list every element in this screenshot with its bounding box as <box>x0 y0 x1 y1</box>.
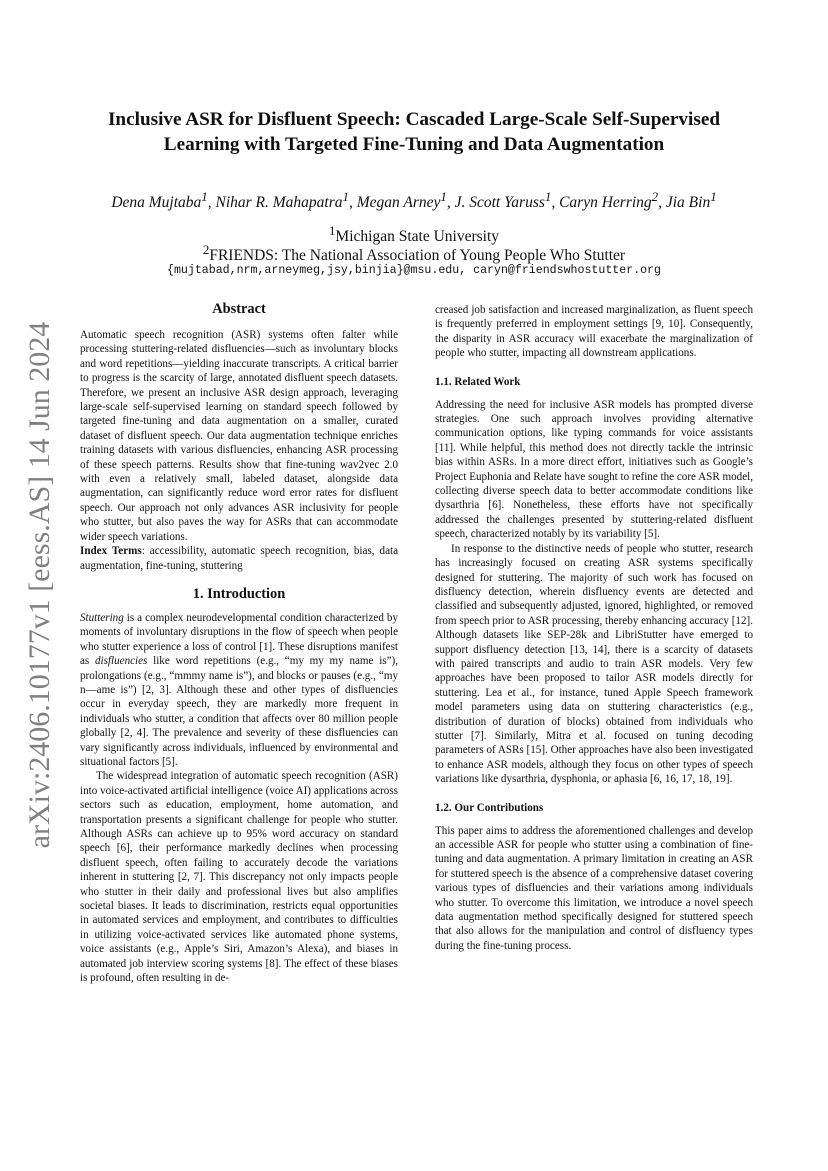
abstract-heading: Abstract <box>212 301 266 317</box>
author: Caryn Herring$^2$, <box>559 189 666 212</box>
index-terms: Index Terms: accessibility, automatic speech recognition, bias, data augmentation, fine-tuning, stuttering <box>80 545 398 572</box>
subsection-heading-related-work: 1.1. Related Work <box>435 375 521 388</box>
affiliation: $^1$Michigan State University <box>328 223 500 246</box>
affiliation: $^2$FRIENDS: The National Association of Young People Who Stutter <box>202 242 626 265</box>
author: Nihar R. Mahapatra$^1$, <box>215 189 357 212</box>
author: J. Scott Yaruss$^1$, <box>454 189 560 212</box>
related-work-paragraph: In response to the distinctive needs of people who stutter, research has increasingly focused on creating ASR systems specifically designed for stuttering. The majority of such work has focused on disfluency detection, wherein disfluency events are detected and classified and subsequently adjusted, ignored, highlighted, or removed from speech prior to ASR processing, thereby enhancing accuracy [12]. Although datasets like SEP-28k and LibriStutter have emerged to support disfluency detection [13, 14], there is a scarcity of datasets with paired transcripts and audio to train ASR models. Very few approaches have been proposed to tailor ASR models directly for stuttering. Lea et al., for instance, tuned Apple Speech framework model parameters using data on stuttering characteristics (e.g., distribution of duration of blocks) obtained from individuals who stutter [7]. Similarly, Mitra et al. focused on tuning decoding parameters of ASRs [15]. Other approaches have also been investigated to enhance ASR models, although they focus on other types of speech variations like dysarthria, dysphonia, or aphasia [6, 16, 17, 18, 19]. <box>435 542 753 786</box>
abstract-text: Automatic speech recognition (ASR) systems often falter while processing stuttering-related disfluencies—such as involuntary blocks and word repetitions—yielding inaccurate transcripts. A critical barrier to progress is the scarcity of large, annotated disfluent speech datasets. Therefore, we present an inclusive ASR design approach, leveraging large-scale self-supervised learning on standard speech followed by targeted fine-tuning and data augmentation on a smaller, curated dataset of disfluent speech. Our data augmentation technique enriches training datasets with various disfluencies, enhancing ASR processing of these speech patterns. Results show that fine-tuning wav2vec 2.0 with even a relatively small, labeled dataset, alongside data augmentation, can significantly reduce word error rates for disfluent speech. Our approach not only advances ASR inclusivity for people who stutter, but also paves the way for ASRs that can accommodate wider speech variations. <box>80 329 398 543</box>
title-line-2: Learning with Targeted Fine-Tuning and Data Augmentation <box>163 134 665 155</box>
contributions-paragraph: This paper aims to address the aforementioned challenges and develop an accessible ASR for people who stutter using a combination of fine-tuning and data augmentation. A primary limitation in creating an ASR for stuttered speech is the absence of a comprehensive dataset covering various types of disfluencies and their variations among individuals who stutter. To overcome this limitation, we introduce a novel speech data augmentation method specifically designed for stuttered speech that also allows for the manipulation and control of disfluency types during the fine-tuning process. <box>435 824 753 952</box>
author: Dena Mujtaba$^1$, <box>111 189 216 212</box>
author: Jia Bin$^1$ <box>665 189 717 212</box>
author-list <box>40 189 788 212</box>
intro-paragraph: Stuttering is a complex neurodevelopmental condition characterized by moments of involuntary disruptions in the flow of speech when people who stutter experience a loss of control [1]. These disruptions manifest as disfluencies like word repetitions (e.g., “my my my name is”), prolongations (e.g., “mmmy name is”), and blocks or pauses (e.g., “my n—ame is”) [2, 3]. Although these and other types of disfluencies occur in everyday speech, they are markedly more frequent in individuals who stutter, a condition that affects over 80 million people globally [2, 4]. The prevalence and severity of these disfluencies can vary significantly across individuals, influenced by environmental and situational factors [5]. <box>80 611 399 768</box>
paper-title <box>60 107 768 157</box>
title-line-1: Inclusive ASR for Disfluent Speech: Cascaded Large-Scale Self-Supervised <box>107 109 721 130</box>
intro-paragraph: The widespread integration of automatic speech recognition (ASR) into voice-activated artificial intelligence (voice AI) applications across sectors such as education, employment, home automation, and transportation presents a significant challenge for people who stutter. Although ASRs can achieve up to 95% word accuracy on standard speech [6], their performance markedly declines when processing disfluent speech, often failing to accurately decode the variations inherent in stuttering [2, 7]. This discrepancy not only impacts people who stutter in their daily and professional lives but also amplifies societal biases. It leads to discrimination, restricts equal opportunities in automated services and employment, and contributes to difficulties in utilizing voice-activated services like automated phone systems, voice assistants (e.g., Apple’s Siri, Amazon’s Alexa), and biases in automated job interview scoring systems [8]. The effect of these biases is profound, often resulting in de- <box>80 770 398 985</box>
intro-paragraph-continued: creased job satisfaction and increased marginalization, as fluent speech is frequently preferred in employment settings [9, 10]. Consequently, the disparity in ASR accuracy will exacerbate the marginalization of people who stutter, impacting all downstream applications. <box>435 304 753 360</box>
subsection-heading-contributions: 1.2. Our Contributions <box>435 801 544 814</box>
author-emails: {mujtabad,nrm,arneymeg,jsy,binjia}@msu.edu, caryn@friendswhostutter.org <box>167 264 661 277</box>
section-heading-introduction: 1. Introduction <box>192 585 286 602</box>
arxiv-identifier-stamp: arXiv:2406.10177v1 [eess.AS] 14 Jun 2024 <box>23 321 56 849</box>
right-column <box>435 303 753 953</box>
related-work-paragraph: Addressing the need for inclusive ASR models has prompted diverse strategies. One such approach involves providing alternative communication options, like typing commands for voice assistants [11]. While helpful, this method does not directly tackle the intrinsic bias within ASRs. In a more direct effort, initiatives such as Google’s Project Euphonia and Relate have sought to refine the core ASR model, collecting diverse speech data to better accommodate conditions like dysarthria [6]. Nonetheless, these efforts have not specifically addressed the challenges presented by stuttering-related disfluent speech, characterized notably by its variability [5]. <box>435 398 753 541</box>
author: Megan Arney$^1$, <box>356 189 455 212</box>
left-column <box>80 300 398 985</box>
